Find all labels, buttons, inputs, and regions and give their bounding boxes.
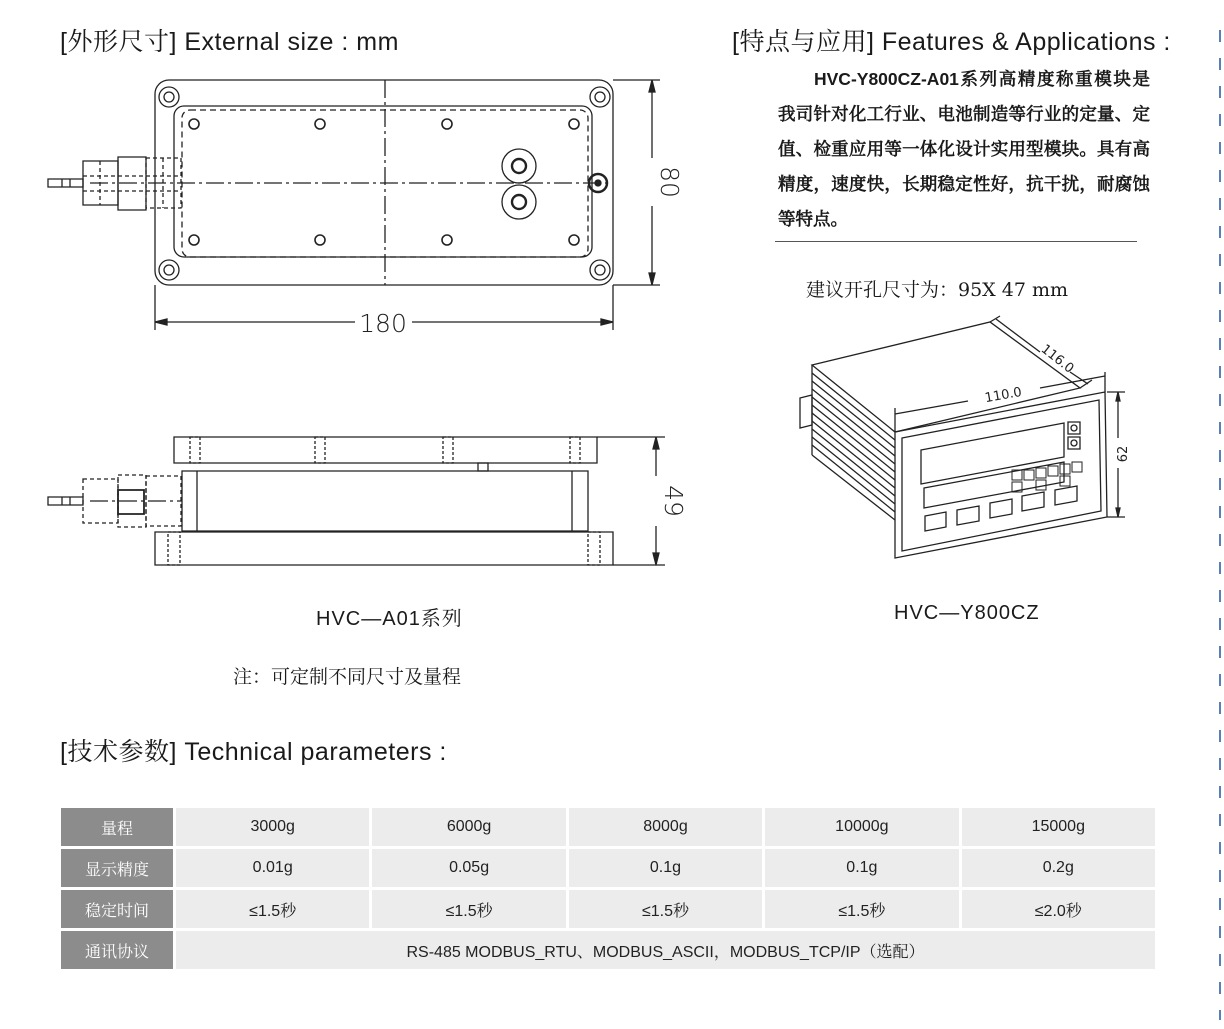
table-cell: 3000g [175, 807, 371, 848]
table-row [60, 848, 1157, 889]
table-cell: 6000g [371, 807, 567, 848]
table-cell: ≤1.5秒 [764, 889, 960, 930]
table-cell: ≤2.0秒 [960, 889, 1156, 930]
dim-side-height: 49 [659, 485, 688, 517]
table-cell: ≤1.5秒 [371, 889, 567, 930]
custom-note: 注：可定制不同尺寸及量程 [233, 667, 462, 688]
table-cell: ≤1.5秒 [175, 889, 371, 930]
module-caption: HVC—A01系列 [316, 608, 463, 630]
dim-indicator-depth: 116.0 [1037, 341, 1077, 377]
row-label: 通讯协议 [60, 930, 175, 971]
protocol-cell: RS-485 MODBUS_RTU、MODBUS_ASCII，MODBUS_TCP/IP（选配） [175, 930, 1157, 971]
table-row [60, 807, 1157, 848]
parameters-table [58, 805, 1158, 972]
row-label: 量程 [60, 807, 175, 848]
row-label: 稳定时间 [60, 889, 175, 930]
table-cell: ≤1.5秒 [567, 889, 763, 930]
table-cell: 0.1g [567, 848, 763, 889]
table-cell: 0.01g [175, 848, 371, 889]
table-cell: 0.1g [764, 848, 960, 889]
dim-indicator-height: 62 [1116, 445, 1131, 463]
row-label: 显示精度 [60, 848, 175, 889]
indicator-caption: HVC—Y800CZ [894, 602, 1040, 624]
table-row [60, 930, 1157, 971]
technical-parameters-heading: [技术参数] Technical parameters : [60, 738, 447, 766]
external-size-heading: [外形尺寸] External size : mm [60, 28, 399, 56]
page-margin-guide [1219, 30, 1221, 1020]
table-cell: 0.05g [371, 848, 567, 889]
dim-top-height: 80 [655, 166, 684, 198]
features-heading: [特点与应用] Features & Applications : [732, 28, 1171, 56]
table-cell: 10000g [764, 807, 960, 848]
features-paragraph: HVC-Y800CZ-A01系列高精度称重模块是我司针对化工行业、电池制造等行业的定量、定值、检重应用等一体化设计实用型模块。具有高精度，速度快，长期稳定性好，抗干扰，耐腐蚀等特点。 [778, 69, 1150, 229]
cutout-size-text: 建议开孔尺寸为：95X 47 mm [806, 279, 1068, 301]
table-row [60, 889, 1157, 930]
dim-indicator-width: 110.0 [983, 384, 1024, 407]
table-cell: 15000g [960, 807, 1156, 848]
table-cell: 0.2g [960, 848, 1156, 889]
dim-top-width: 180 [359, 309, 407, 338]
table-cell: 8000g [567, 807, 763, 848]
